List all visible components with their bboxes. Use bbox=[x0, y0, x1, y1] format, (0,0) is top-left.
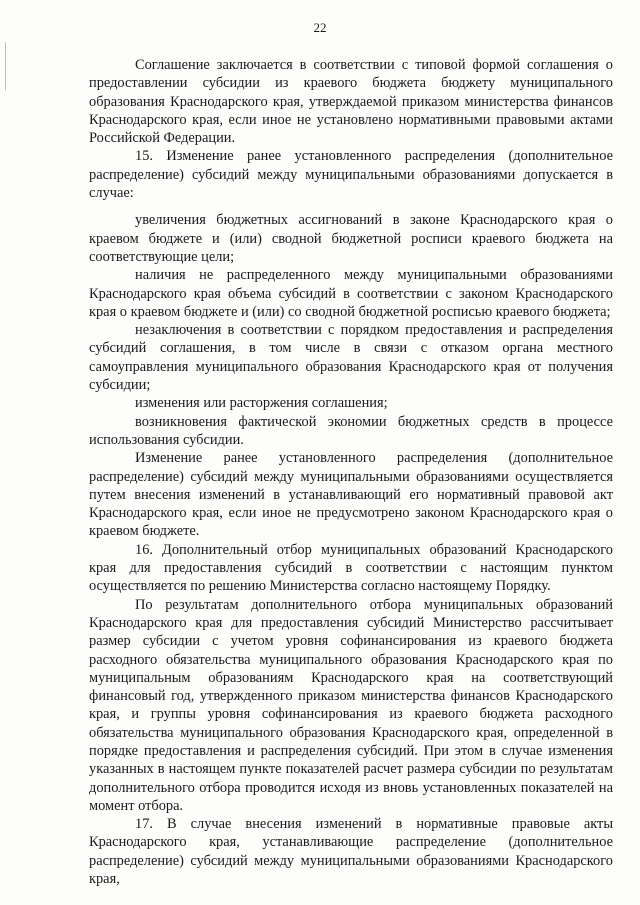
page-number: 22 bbox=[313, 20, 327, 35]
scan-edge-mark bbox=[5, 42, 6, 90]
paragraph-case-undistributed: наличия не распределенного между муниципальными образованиями Краснодарского края объема субсидий в соответствии с законом Краснодарского края о краевом бюджете и (или) со сводной бюджетной росписью краевого бюджета; bbox=[89, 267, 613, 320]
paragraph-additional-selection: По результатам дополнительного отбора муниципальных образований Краснодарского края для предоставления субсидий Министерство рассчитывает размер субсидии с учетом уровня софинансирования из краевого бюджета расходного обязательства муниципального образования Краснодарского края по муниципальным образованиям Краснодарского края на соответствующий финансовый год, утвержденного приказом министерства финансов Краснодарского края, и группы уровня софинансирования из краевого бюджета расходного обязательства муниципального образования Краснодарского края, определенной в порядке предоставления и распределения субсидий. При этом в случае изменения указанных в настоящем пункте показателей расчет размера субсидии по результатам дополнительного отбора проводится исходя из вновь установленных показателей на момент отбора. bbox=[89, 596, 613, 814]
paragraph-case-non-conclusion: незаключения в соответствии с порядком предоставления и распределения субсидий соглашения, в том числе в связи с отказом органа местного самоуправления муниципального образования Краснодарского края от получения субсидии; bbox=[89, 322, 613, 394]
paragraph-agreement: Соглашение заключается в соответствии с типовой формой соглашения о предоставлении субсидии из краевого бюджета бюджету муниципального образования Краснодарского края, утверждаемой приказом министерства финансов Краснодарского края, если иное не установлено нормативными правовыми актами Российской Федерации. bbox=[89, 57, 613, 147]
paragraph-item-17: 17. В случае внесения изменений в нормативные правовые акты Краснодарского края, устанавливающие распределение (дополнительное распределение) субсидий между муниципальными образованиями Краснодарского края, bbox=[89, 816, 613, 888]
paragraph-item-16: 16. Дополнительный отбор муниципальных образований Краснодарского края для предоставления субсидий в соответствии с настоящим пунктом осуществляется по решению Министерства согласно настоящему Порядку. bbox=[89, 541, 613, 595]
document-body bbox=[89, 56, 613, 888]
paragraph-case-termination: изменения или расторжения соглашения; bbox=[135, 395, 388, 412]
paragraph-case-budget-increase: увеличения бюджетных ассигнований в законе Краснодарского края о краевом бюджете и (или) сводной бюджетной росписи краевого бюджета на соответствующие цели; bbox=[89, 212, 613, 265]
paragraph-item-15: 15. Изменение ранее установленного распределения (дополнительное распределение) субсидий между муниципальными образованиями допускается в случае: bbox=[89, 148, 613, 202]
paragraph-redistribution: Изменение ранее установленного распределения (дополнительное распределение) субсидий между муниципальными образованиями осуществляется путем внесения изменений в устанавливающий его нормативный правовой акт Краснодарского края, если иное не предусмотрено законом Краснодарского края о краевом бюджете. bbox=[89, 450, 613, 540]
paragraph-case-savings: возникновения фактической экономии бюджетных средств в процессе использования субсидии. bbox=[89, 413, 613, 448]
